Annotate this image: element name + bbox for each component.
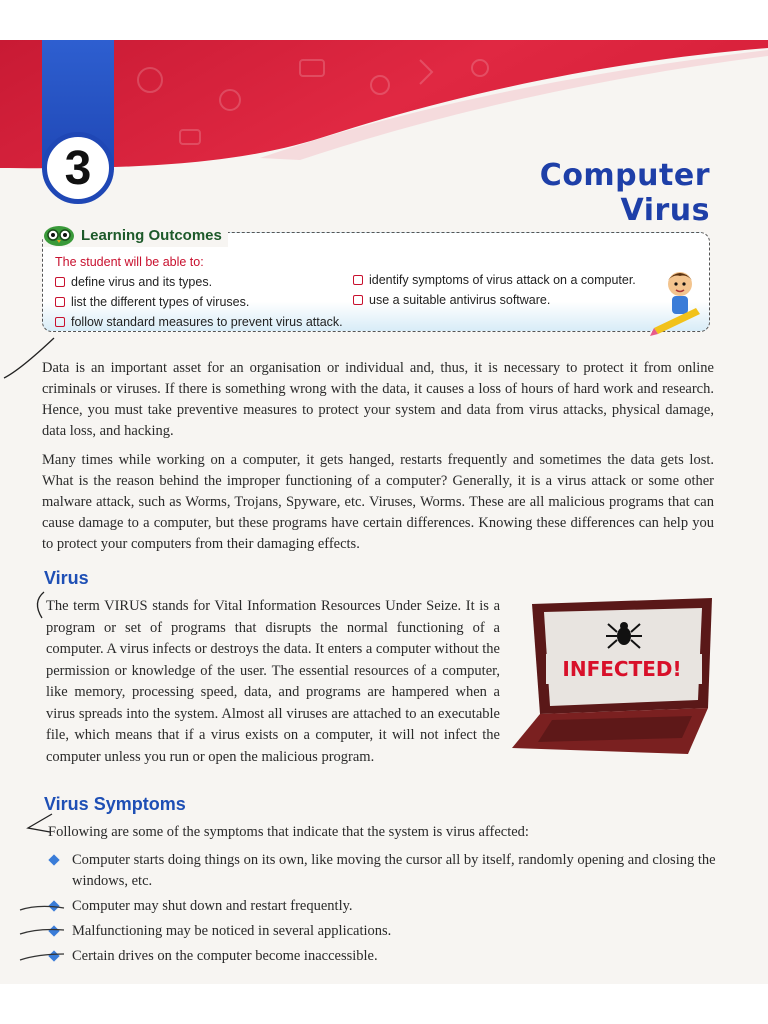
outcome-item <box>55 315 343 329</box>
list-item: Certain drives on the computer become inaccessible. <box>50 946 730 967</box>
outcome-text: identify symptoms of virus attack on a computer. <box>369 273 636 287</box>
list-item: Malfunctioning may be noticed in several applications. <box>50 921 730 942</box>
diamond-bullet-icon <box>48 900 59 911</box>
learning-outcomes-header <box>43 223 228 247</box>
chapter-title: Computer Virus <box>539 158 710 228</box>
checkbox-icon <box>55 317 65 327</box>
diamond-bullet-icon <box>48 925 59 936</box>
checkbox-icon <box>353 295 363 305</box>
chapter-number: 3 <box>42 132 114 204</box>
learning-outcomes-intro: The student will be able to: <box>55 255 204 269</box>
learning-outcomes-title: Learning Outcomes <box>81 226 222 244</box>
intro-paragraph: Many times while working on a computer, it gets hanged, restarts frequently and sometimes the data gets lost. What is the reason behind the improper functioning of a computer? Generally, it is a virus attack or some other malware attack, such as Worms, Trojans, Spyware, etc. Viruses, Worms. These are all malicious programs that can cause damage to a computer, but these programs have certain differences. Knowing these differences can help you to protect your computers from their damaging effects. <box>42 452 714 552</box>
diamond-bullet-icon <box>48 854 59 865</box>
list-item: Computer starts doing things on its own, like moving the cursor all by itself, randomly opening and closing the windows, etc. <box>50 850 730 892</box>
diamond-bullet-icon <box>48 950 59 961</box>
kid-with-pencil-illustration <box>648 266 708 338</box>
pen-mark <box>30 590 46 620</box>
symptoms-intro: Following are some of the symptoms that indicate that the system is virus affected: <box>48 824 529 840</box>
intro-paragraph: Data is an important asset for an organisation or individual and, thus, it is necessary to protect it from online criminals or viruses. If there is something wrong with the data, it causes a loss of hours of hard work and research. Hence, you must take preventive measures to protect your system and data from virus attacks, physical damage, data loss, and hacking. <box>42 360 714 439</box>
spider-icon <box>606 622 642 648</box>
outcome-item <box>353 293 550 307</box>
checkbox-icon <box>55 297 65 307</box>
list-item: Computer may shut down and restart frequently. <box>50 896 730 917</box>
outcome-text: follow standard measures to prevent virus attack. <box>71 315 343 329</box>
outcome-item <box>353 273 636 287</box>
symptoms-list <box>50 850 730 971</box>
owl-icon <box>43 223 75 247</box>
textbook-page <box>0 40 768 984</box>
checkbox-icon <box>55 277 65 287</box>
infected-laptop-illustration <box>512 596 722 756</box>
outcome-text: use a suitable antivirus software. <box>369 293 551 307</box>
outcome-item <box>55 275 212 289</box>
virus-paragraph: The term VIRUS stands for Vital Information Resources Under Seize. It is a program or set of programs that disrupts the normal functioning of a computer. A virus infects or destroys the data. It enters a computer without the permission or knowledge of the user. The essential resources of a computer, like memory, processing speed, data, and programs are hampered when a virus spreads into the system. Almost all viruses are attached to an executable file, which means that if a virus exists on a computer, it will not infect the computer unless you run or open the malicious program. <box>46 598 500 765</box>
outcome-item <box>55 295 249 309</box>
virus-heading: Virus <box>44 568 89 588</box>
laptop-screen-text: INFECTED! <box>562 657 682 681</box>
outcome-text: list the different types of viruses. <box>71 295 250 309</box>
symptoms-heading: Virus Symptoms <box>44 794 186 814</box>
learning-outcomes-box <box>42 226 710 332</box>
outcome-text: define virus and its types. <box>71 275 213 289</box>
checkbox-icon <box>353 275 363 285</box>
